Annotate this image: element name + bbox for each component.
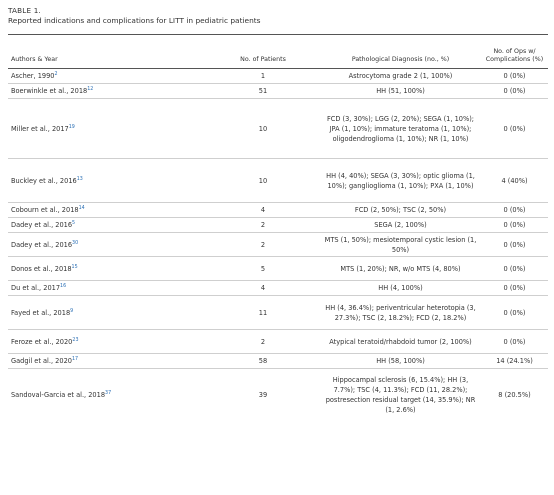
cell-author — [8, 218, 206, 233]
table-row — [8, 159, 548, 203]
cell-complications: 4 (40%) — [501, 176, 528, 185]
table-row — [8, 257, 548, 281]
author-text: Dadey et al., 2016 — [11, 240, 73, 249]
cell-author — [8, 296, 206, 330]
reference-link[interactable]: 13 — [76, 176, 83, 182]
table-row — [8, 99, 548, 159]
reference-link[interactable]: 12 — [87, 86, 94, 92]
cell-patients: 11 — [258, 308, 268, 317]
cell-patients: 2 — [260, 337, 266, 346]
cell-complications: 0 (0%) — [503, 124, 526, 133]
cell-author — [8, 99, 206, 159]
cell-diagnosis: SEGA (2, 100%) — [374, 221, 427, 229]
reference-link[interactable]: 9 — [70, 308, 74, 314]
table-label: TABLE 1. — [8, 6, 41, 15]
table-row — [8, 330, 548, 354]
cell-author — [8, 84, 206, 99]
col-header-diagnosis: Pathological Diagnosis (no., %) — [351, 56, 450, 63]
cell-diagnosis: HH (4, 40%); SEGA (3, 30%); optic glioma (1, 10%); ganglioglioma (1, 10%); PXA (1, 10%) — [326, 171, 475, 190]
cell-diagnosis: FCD (2, 50%); TSC (2, 50%) — [354, 206, 447, 214]
cell-author — [8, 257, 206, 281]
cell-patients: 58 — [258, 357, 268, 365]
author-text: Donos et al., 2018 — [11, 264, 72, 273]
cell-complications: 0 (0%) — [503, 284, 526, 292]
table-row — [8, 203, 548, 218]
cell-complications: 0 (0%) — [503, 308, 526, 317]
author-text: Gadgil et al., 2020 — [11, 357, 72, 365]
cell-author — [8, 203, 206, 218]
cell-diagnosis: HH (4, 100%) — [378, 284, 423, 292]
reference-link[interactable]: 2 — [54, 71, 58, 77]
data-table — [8, 34, 548, 421]
cell-complications: 0 (0%) — [503, 337, 526, 346]
col-header-authors: Authors & Year — [11, 56, 58, 63]
cell-patients: 5 — [260, 264, 266, 273]
cell-diagnosis: FCD (3, 30%); LGG (2, 20%); SEGA (1, 10%); JPA (1, 10%); immature teratoma (1, 10%); oligodendroglioma (1, 10%); NR (1, 10%) — [326, 114, 475, 143]
cell-patients: 10 — [258, 176, 268, 185]
cell-complications: 0 (0%) — [503, 72, 526, 80]
table-row — [8, 369, 548, 421]
cell-diagnosis: HH (51, 100%) — [376, 87, 425, 95]
cell-author — [8, 354, 206, 369]
cell-diagnosis: MTS (1, 20%); NR, w/o MTS (4, 80%) — [340, 264, 461, 273]
cell-patients: 1 — [260, 72, 266, 80]
cell-patients: 10 — [258, 124, 268, 133]
col-header-patients: No. of Patients — [240, 56, 286, 63]
cell-diagnosis: Atypical teratoid/rhabdoid tumor (2, 100%) — [329, 337, 472, 346]
cell-complications: 8 (20.5%) — [498, 390, 531, 399]
cell-diagnosis: Astrocytoma grade 2 (1, 100%) — [348, 72, 453, 80]
cell-author — [8, 233, 206, 257]
cell-author — [8, 69, 206, 84]
reference-link[interactable]: 17 — [71, 356, 79, 362]
author-text: Cobourn et al., 2018 — [11, 206, 79, 214]
header-row — [8, 35, 548, 69]
table-row — [8, 233, 548, 257]
cell-patients: 51 — [258, 87, 268, 95]
cell-patients: 4 — [260, 284, 266, 292]
cell-complications: 0 (0%) — [503, 206, 526, 214]
cell-author — [8, 369, 206, 421]
cell-author — [8, 330, 206, 354]
cell-complications: 0 (0%) — [503, 264, 526, 273]
author-text: Dadey et al., 2016 — [11, 221, 73, 229]
reference-link[interactable]: 15 — [71, 264, 78, 270]
table-row — [8, 84, 548, 99]
cell-diagnosis: MTS (1, 50%); mesiotemporal cystic lesion (1, 50%) — [324, 235, 477, 254]
reference-link[interactable]: 19 — [68, 124, 75, 130]
author-text: Du et al., 2017 — [11, 284, 61, 292]
table-row — [8, 296, 548, 330]
author-text: Miller et al., 2017 — [11, 124, 69, 133]
cell-patients: 39 — [258, 390, 268, 399]
table-row — [8, 281, 548, 296]
reference-link[interactable]: 14 — [78, 205, 85, 211]
cell-diagnosis: Hippocampal sclerosis (6, 15.4%); HH (3, 7.7%); TSC (4, 11.3%); FCD (11, 28.2%); postresection residual target (14, 35.9%); NR (1, 2.6%) — [325, 375, 476, 414]
cell-diagnosis: HH (58, 100%) — [376, 357, 425, 365]
cell-complications: 14 (24.1%) — [496, 357, 533, 365]
cell-author — [8, 159, 206, 203]
table-row — [8, 69, 548, 84]
reference-link[interactable]: 5 — [72, 220, 76, 226]
cell-complications: 0 (0%) — [503, 221, 526, 229]
cell-author — [8, 281, 206, 296]
cell-patients: 2 — [260, 240, 266, 249]
cell-complications: 0 (0%) — [503, 87, 526, 95]
reference-link[interactable]: 16 — [60, 283, 67, 289]
table-row — [8, 354, 548, 369]
cell-patients: 4 — [260, 206, 266, 214]
reference-link[interactable]: 30 — [72, 240, 79, 246]
author-text: Boerwinkle et al., 2018 — [11, 87, 88, 95]
author-text: Buckley et al., 2016 — [11, 176, 77, 185]
table-row — [8, 218, 548, 233]
reference-link[interactable]: 37 — [105, 390, 112, 396]
cell-complications: 0 (0%) — [503, 240, 526, 249]
author-text: Feroze et al., 2020 — [11, 337, 73, 346]
table-caption: Reported indications and complications for LITT in pediatric patients — [8, 16, 261, 25]
cell-diagnosis: HH (4, 36.4%); periventricular heterotopia (3, 27.3%); TSC (2, 18.2%); FCD (2, 18.2%) — [325, 303, 476, 322]
author-text: Fayed et al., 2018 — [11, 308, 71, 317]
reference-link[interactable]: 23 — [72, 337, 79, 343]
col-header-complications: No. of Ops w/ Complications (%) — [485, 48, 544, 63]
author-text: Ascher, 1990 — [11, 72, 55, 80]
author-text: Sandoval-Garcia et al., 2018 — [11, 390, 106, 399]
table-container — [8, 6, 548, 421]
cell-patients: 2 — [260, 221, 266, 229]
